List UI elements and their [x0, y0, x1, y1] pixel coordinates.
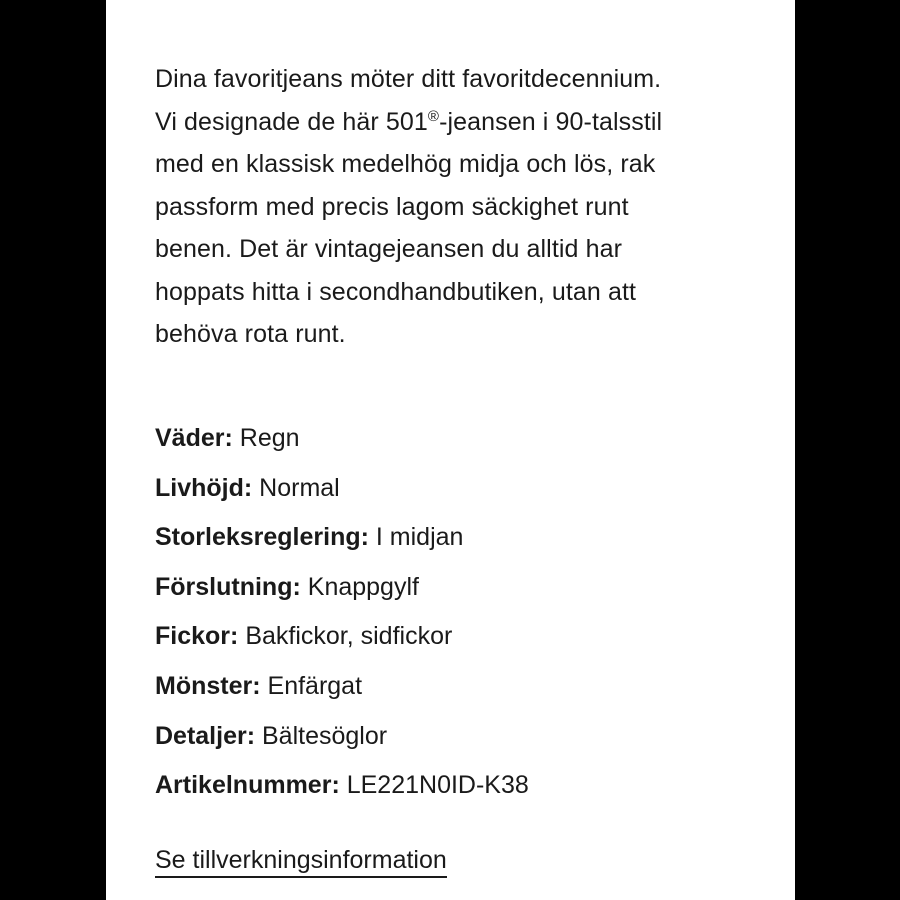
description-line: passform med precis lagom säckighet runt	[155, 192, 629, 221]
description-line: med en klassisk medelhög midja och lös, rak	[155, 150, 656, 178]
attribute-pockets	[155, 618, 529, 668]
description-line: Dina favoritjeans möter ditt favoritdecennium.	[155, 65, 662, 93]
attribute-closure	[155, 569, 529, 619]
product-details-content	[155, 58, 755, 874]
description-line: behöva rota runt.	[155, 320, 346, 348]
description-line: benen. Det är vintagejeansen du alltid har	[155, 235, 623, 263]
product-description	[155, 58, 755, 356]
attribute-value: I midjan	[375, 523, 464, 552]
attribute-value: Bakfickor, sidfickor	[245, 622, 453, 651]
attribute-label: Storleksreglering:	[155, 523, 369, 552]
product-attributes-list	[155, 420, 529, 817]
attribute-pattern	[155, 668, 529, 718]
attribute-value: Bältesöglor	[262, 721, 388, 750]
attribute-label: Artikelnummer:	[155, 771, 340, 800]
product-details-panel	[106, 0, 795, 900]
attribute-value: Knappgylf	[307, 572, 419, 601]
attribute-label: Mönster:	[155, 671, 261, 700]
attribute-article-number	[155, 767, 529, 817]
attribute-label: Livhöjd:	[155, 473, 253, 502]
attribute-value: LE221N0ID-K38	[346, 771, 529, 800]
description-text: Vi designade de här 501	[155, 107, 428, 136]
description-line: hoppats hitta i secondhandbutiken, utan att	[155, 277, 637, 306]
manufacturing-info-link[interactable]: Se tillverkningsinformation	[155, 844, 447, 878]
attribute-weather	[155, 420, 529, 470]
attribute-label: Detaljer:	[155, 721, 256, 750]
attribute-value: Normal	[259, 473, 340, 502]
attribute-rise	[155, 470, 529, 520]
description-text: -jeansen i 90-talsstil	[439, 107, 663, 136]
attribute-value: Enfärgat	[267, 671, 363, 700]
attribute-label: Fickor:	[155, 622, 239, 651]
attribute-label: Väder:	[155, 424, 233, 452]
attribute-size-adjustment	[155, 519, 529, 569]
attribute-details	[155, 718, 529, 768]
registered-mark: ®	[427, 107, 440, 125]
attribute-label: Förslutning:	[155, 572, 301, 601]
description-line	[155, 101, 755, 144]
attribute-value: Regn	[239, 424, 300, 452]
